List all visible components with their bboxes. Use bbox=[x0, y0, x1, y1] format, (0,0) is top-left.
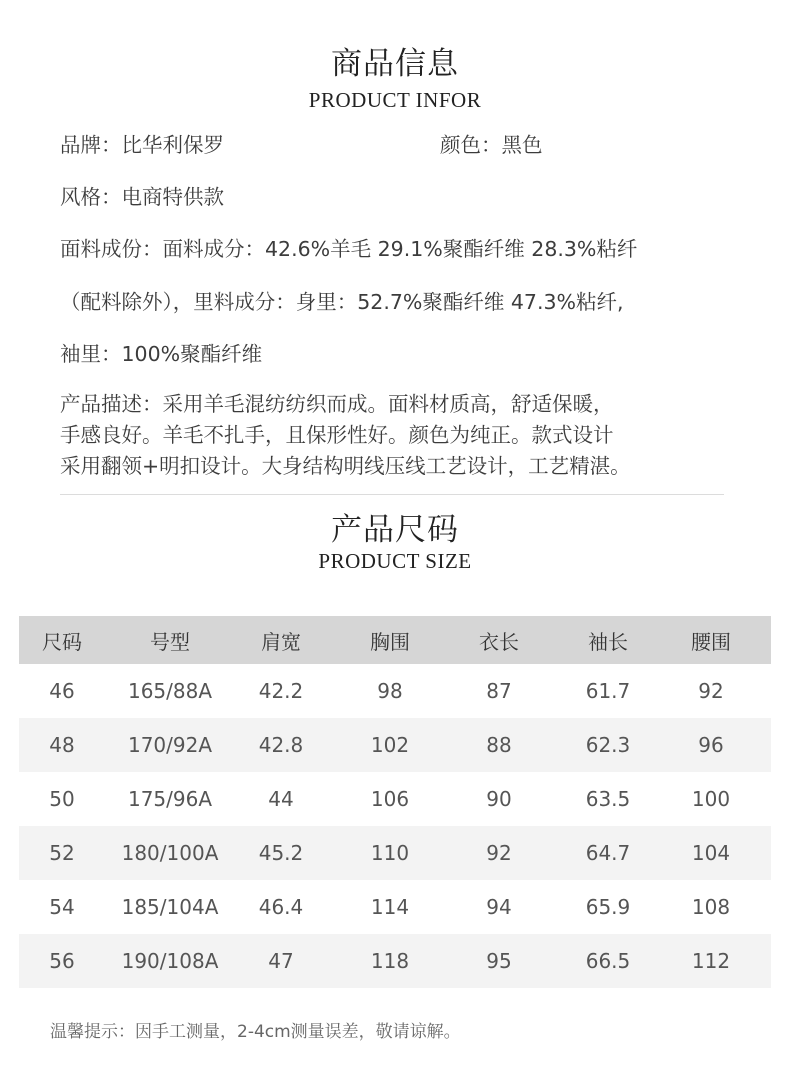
fabric-text: 面料成份：面料成分：42.6%羊毛 29.1%聚酯纤维 28.3%粘纤 bbox=[60, 237, 638, 261]
table-cell: 65.9 bbox=[585, 895, 631, 919]
table-cell: 42.2 bbox=[258, 679, 304, 703]
table-cell: 165/88A bbox=[127, 679, 213, 703]
table-cell: 170/92A bbox=[127, 733, 213, 757]
table-cell: 46.4 bbox=[258, 895, 304, 919]
table-cell: 95 bbox=[486, 949, 512, 973]
header-cell-length: 衣长 bbox=[479, 629, 519, 654]
size-title: 产品尺码 bbox=[331, 512, 459, 548]
description-line: 手感良好。羊毛不扎手，且保形性好。颜色为纯正。款式设计 bbox=[60, 423, 614, 447]
table-row bbox=[19, 934, 771, 988]
table-cell: 190/108A bbox=[121, 949, 219, 973]
table-cell: 46 bbox=[49, 679, 75, 703]
section-divider bbox=[60, 494, 724, 495]
table-row bbox=[19, 718, 771, 772]
info-title: 商品信息 bbox=[331, 46, 459, 82]
table-cell: 92 bbox=[486, 841, 512, 865]
table-cell: 52 bbox=[49, 841, 75, 865]
table-cell: 61.7 bbox=[585, 679, 631, 703]
table-cell: 45.2 bbox=[258, 841, 304, 865]
header-cell-waist: 腰围 bbox=[691, 629, 731, 654]
table-cell: 63.5 bbox=[585, 787, 631, 811]
color-text: 颜色：黑色 bbox=[440, 133, 543, 157]
table-row bbox=[19, 880, 771, 934]
table-cell: 88 bbox=[486, 733, 512, 757]
table-cell: 118 bbox=[370, 949, 410, 973]
table-cell: 48 bbox=[49, 733, 75, 757]
table-cell: 180/100A bbox=[121, 841, 219, 865]
header-cell-chest: 胸围 bbox=[370, 629, 410, 654]
table-cell: 92 bbox=[698, 679, 724, 703]
table-cell: 54 bbox=[49, 895, 75, 919]
table-cell: 66.5 bbox=[585, 949, 631, 973]
header-cell-sleeve: 袖长 bbox=[588, 629, 628, 654]
table-cell: 56 bbox=[49, 949, 75, 973]
table-cell: 90 bbox=[486, 787, 512, 811]
table-cell: 185/104A bbox=[121, 895, 219, 919]
style-text: 风格：电商特供款 bbox=[60, 185, 224, 209]
table-cell: 42.8 bbox=[258, 733, 304, 757]
fabric-text-continued: （配料除外），里料成分：身里：52.7%聚酯纤维 47.3%粘纤, bbox=[60, 290, 624, 314]
table-cell: 94 bbox=[486, 895, 512, 919]
size-subtitle: PRODUCT SIZE bbox=[318, 549, 472, 573]
product-description bbox=[60, 389, 740, 482]
table-cell: 96 bbox=[698, 733, 724, 757]
table-cell: 104 bbox=[691, 841, 731, 865]
table-row bbox=[19, 826, 771, 880]
measurement-tip: 温馨提示：因手工测量，2-4cm测量误差，敬请谅解。 bbox=[50, 1022, 461, 1042]
size-table bbox=[19, 616, 771, 988]
table-cell: 62.3 bbox=[585, 733, 631, 757]
table-cell: 47 bbox=[268, 949, 294, 973]
table-cell: 106 bbox=[370, 787, 410, 811]
table-cell: 64.7 bbox=[585, 841, 631, 865]
table-cell: 50 bbox=[49, 787, 75, 811]
table-cell: 112 bbox=[691, 949, 731, 973]
header-cell-model: 号型 bbox=[150, 629, 190, 654]
table-cell: 98 bbox=[377, 679, 403, 703]
table-cell: 87 bbox=[486, 679, 512, 703]
table-cell: 110 bbox=[370, 841, 410, 865]
table-row bbox=[19, 664, 771, 718]
table-cell: 108 bbox=[691, 895, 731, 919]
header-cell-shoulder: 肩宽 bbox=[261, 629, 301, 654]
description-line: 产品描述：采用羊毛混纺纺织而成。面料材质高，舒适保暖， bbox=[60, 392, 614, 416]
table-cell: 114 bbox=[370, 895, 410, 919]
table-cell: 100 bbox=[691, 787, 731, 811]
table-header-row bbox=[19, 616, 771, 664]
sleeve-lining-text: 袖里：100%聚酯纤维 bbox=[60, 342, 263, 366]
table-cell: 102 bbox=[370, 733, 410, 757]
table-cell: 44 bbox=[268, 787, 294, 811]
header-cell-size: 尺码 bbox=[42, 629, 82, 654]
table-row bbox=[19, 772, 771, 826]
brand-text: 品牌：比华利保罗 bbox=[60, 133, 224, 157]
description-line: 采用翻领+明扣设计。大身结构明线压线工艺设计，工艺精湛。 bbox=[60, 454, 631, 478]
info-subtitle: PRODUCT INFOR bbox=[308, 88, 482, 112]
table-cell: 175/96A bbox=[127, 787, 213, 811]
